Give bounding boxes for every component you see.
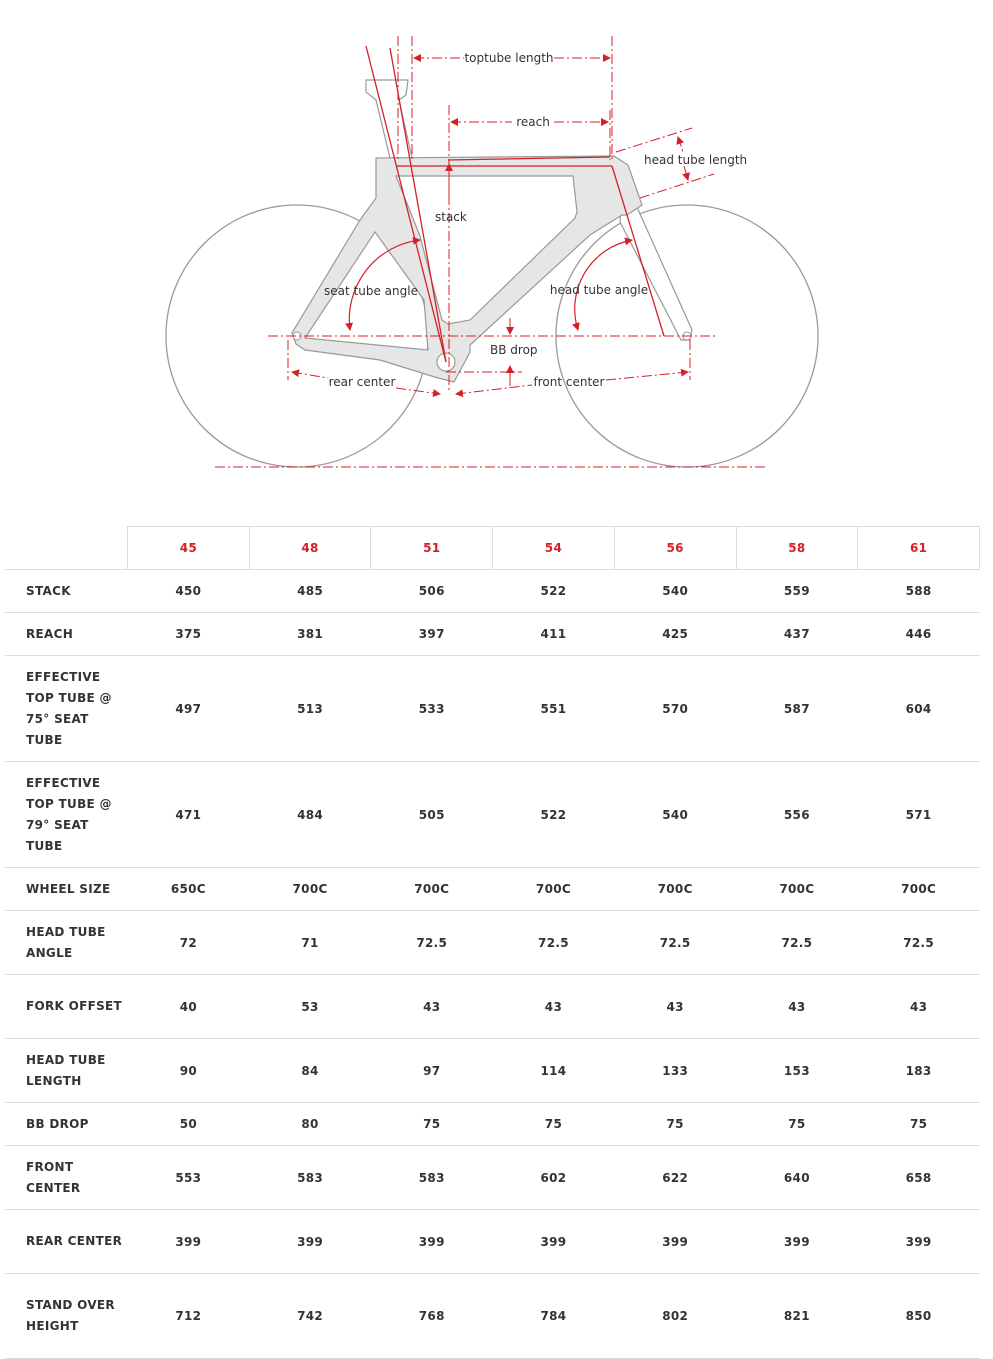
size-header-row [5,527,980,570]
table-cell: 114 [493,1039,615,1103]
table-cell: 71 [249,911,371,975]
table-cell: 411 [493,613,615,656]
table-cell: 446 [858,613,980,656]
table-cell: 570 [614,656,736,762]
table-cell: 551 [493,656,615,762]
row-label: WHEEL SIZE [5,868,128,911]
table-cell: 75 [493,1103,615,1146]
size-header: 56 [614,527,736,570]
row-label: EFFECTIVE TOP TUBE @ 79° SEAT TUBE [5,762,128,868]
row-label: REAR CENTER [5,1210,128,1274]
table-row [5,656,980,762]
table-cell: 700C [858,868,980,911]
table-row [5,762,980,868]
table-cell: 399 [249,1210,371,1274]
table-cell: 43 [371,975,493,1039]
table-row [5,868,980,911]
table-cell: 571 [858,762,980,868]
geometry-table [5,526,980,1359]
table-cell: 72.5 [858,911,980,975]
table-cell: 72.5 [493,911,615,975]
table-cell: 540 [614,570,736,613]
row-label: HEAD TUBE LENGTH [5,1039,128,1103]
label-bb-drop: BB drop [490,343,538,357]
label-head-tube-length: head tube length [644,153,748,167]
size-header: 48 [249,527,371,570]
table-cell: 553 [128,1146,250,1210]
table-cell: 533 [371,656,493,762]
table-cell: 622 [614,1146,736,1210]
table-cell: 768 [371,1274,493,1359]
table-row [5,613,980,656]
table-cell: 784 [493,1274,615,1359]
size-header: 45 [128,527,250,570]
row-label: FORK OFFSET [5,975,128,1039]
table-cell: 540 [614,762,736,868]
table-row [5,1210,980,1274]
table-cell: 399 [128,1210,250,1274]
table-cell: 604 [858,656,980,762]
table-cell: 522 [493,570,615,613]
table-cell: 72 [128,911,250,975]
table-cell: 43 [614,975,736,1039]
table-row [5,1146,980,1210]
table-cell: 183 [858,1039,980,1103]
table-cell: 75 [614,1103,736,1146]
table-cell: 700C [736,868,858,911]
size-header: 51 [371,527,493,570]
table-cell: 700C [249,868,371,911]
table-cell: 742 [249,1274,371,1359]
table-cell: 506 [371,570,493,613]
table-cell: 80 [249,1103,371,1146]
table-cell: 484 [249,762,371,868]
table-cell: 850 [858,1274,980,1359]
table-row [5,975,980,1039]
table-cell: 588 [858,570,980,613]
table-cell: 90 [128,1039,250,1103]
table-cell: 43 [736,975,858,1039]
table-cell: 75 [371,1103,493,1146]
table-cell: 40 [128,975,250,1039]
row-label: BB DROP [5,1103,128,1146]
table-cell: 75 [858,1103,980,1146]
table-cell: 522 [493,762,615,868]
table-cell: 640 [736,1146,858,1210]
table-cell: 556 [736,762,858,868]
row-label: REACH [5,613,128,656]
table-cell: 97 [371,1039,493,1103]
row-label: FRONT CENTER [5,1146,128,1210]
header-corner [5,527,128,570]
table-cell: 450 [128,570,250,613]
table-cell: 700C [371,868,493,911]
table-cell: 587 [736,656,858,762]
table-cell: 471 [128,762,250,868]
table-cell: 425 [614,613,736,656]
table-cell: 43 [858,975,980,1039]
table-cell: 381 [249,613,371,656]
table-cell: 821 [736,1274,858,1359]
table-row [5,911,980,975]
table-cell: 650C [128,868,250,911]
table-row [5,1039,980,1103]
row-label: STACK [5,570,128,613]
table-cell: 485 [249,570,371,613]
table-cell: 153 [736,1039,858,1103]
table-row [5,1103,980,1146]
geometry-diagram [0,0,993,500]
table-cell: 497 [128,656,250,762]
label-head-tube-angle: head tube angle [549,283,649,297]
table-cell: 399 [858,1210,980,1274]
size-header: 61 [858,527,980,570]
table-cell: 375 [128,613,250,656]
table-cell: 658 [858,1146,980,1210]
row-label: HEAD TUBE ANGLE [5,911,128,975]
size-header: 58 [736,527,858,570]
table-cell: 43 [493,975,615,1039]
table-cell: 50 [128,1103,250,1146]
label-front-center: front center [533,375,605,389]
table-cell: 802 [614,1274,736,1359]
table-cell: 602 [493,1146,615,1210]
table-cell: 72.5 [736,911,858,975]
table-cell: 399 [614,1210,736,1274]
table-cell: 700C [493,868,615,911]
label-reach: reach [516,115,550,129]
label-stack: stack [435,210,467,224]
row-label: EFFECTIVE TOP TUBE @ 75° SEAT TUBE [5,656,128,762]
table-cell: 397 [371,613,493,656]
table-cell: 53 [249,975,371,1039]
label-seat-tube-angle: seat tube angle [324,284,418,298]
table-cell: 399 [371,1210,493,1274]
table-cell: 583 [249,1146,371,1210]
table-cell: 399 [493,1210,615,1274]
table-cell: 133 [614,1039,736,1103]
seatpost [366,80,412,158]
table-cell: 72.5 [614,911,736,975]
table-cell: 75 [736,1103,858,1146]
table-row [5,1274,980,1359]
table-cell: 583 [371,1146,493,1210]
table-cell: 513 [249,656,371,762]
table-cell: 505 [371,762,493,868]
label-toptube-length: toptube length [464,51,554,65]
table-cell: 84 [249,1039,371,1103]
table-cell: 700C [614,868,736,911]
table-row [5,570,980,613]
row-label: STAND OVER HEIGHT [5,1274,128,1359]
table-cell: 712 [128,1274,250,1359]
size-header: 54 [493,527,615,570]
table-cell: 437 [736,613,858,656]
table-cell: 559 [736,570,858,613]
frame [292,156,642,382]
table-cell: 72.5 [371,911,493,975]
label-rear-center: rear center [328,375,396,389]
table-cell: 399 [736,1210,858,1274]
